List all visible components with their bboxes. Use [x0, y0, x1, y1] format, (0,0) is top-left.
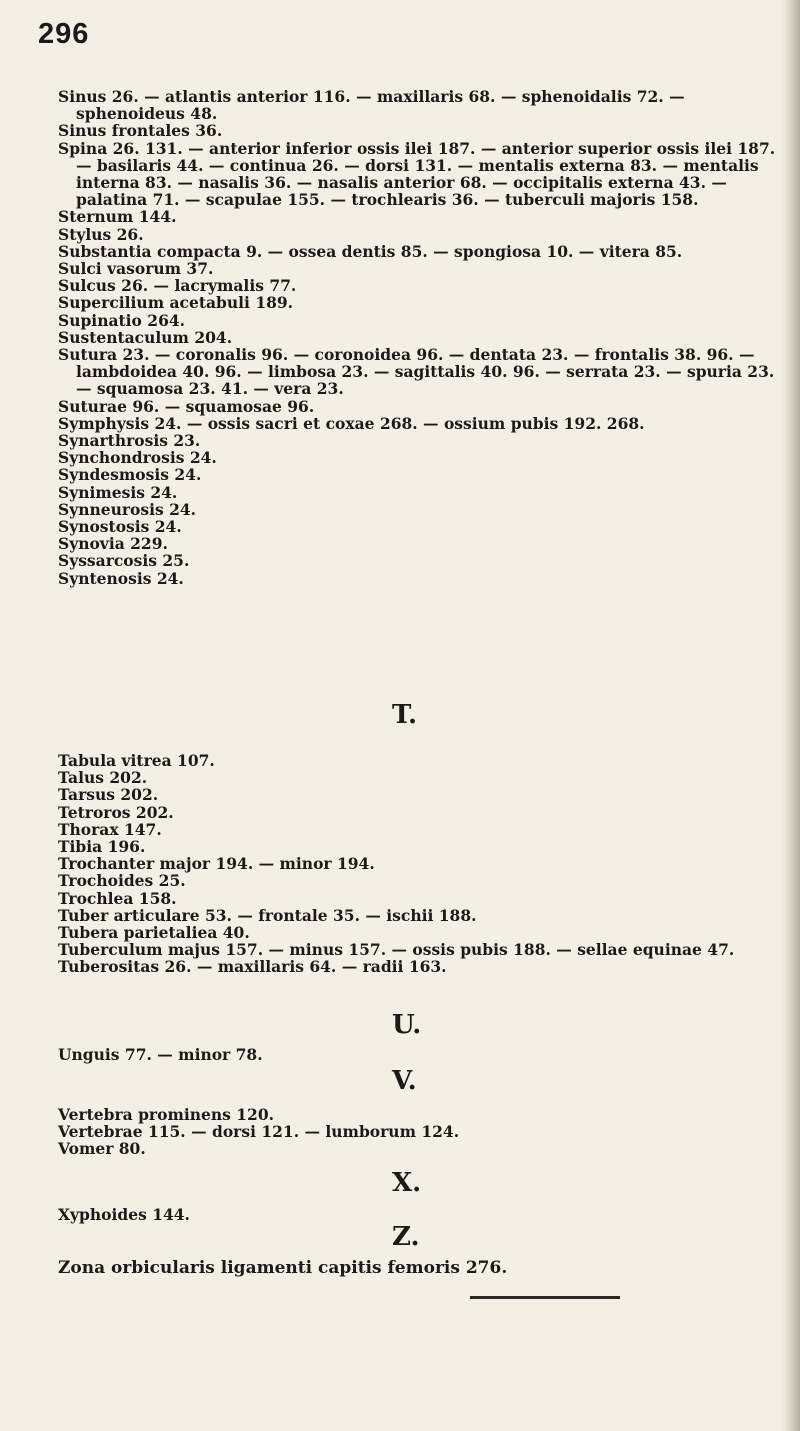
index-entry: Syntenosis 24.: [58, 568, 184, 588]
index-entry: Thorax 147.: [58, 819, 162, 839]
index-entry: Supercilium acetabuli 189.: [58, 293, 294, 313]
index-section-s: [58, 88, 778, 587]
index-entry: Vomer 80.: [58, 1139, 146, 1159]
index-entry: Tarsus 202.: [58, 785, 159, 805]
index-entry: Tibia 196.: [58, 837, 146, 857]
index-section-u: [58, 1046, 778, 1063]
index-entry: Tuberculum majus 157. — minus 157. — ossis pubis 188. — sellae equinae 47.: [58, 940, 735, 960]
index-section-x: [58, 1206, 778, 1223]
index-entry: Tetroros 202.: [58, 802, 174, 822]
letter-heading-z: Z.: [392, 1222, 420, 1252]
letter-heading-u: U.: [392, 1010, 422, 1040]
index-entry: Sustentaculum 204.: [58, 327, 233, 347]
index-entry: Syndesmosis 24.: [58, 465, 202, 485]
index-entry: Synimesis 24.: [58, 482, 178, 502]
page-number: 296: [38, 18, 90, 50]
index-entry: Vertebrae 115. — dorsi 121. — lumborum 124.: [58, 1122, 460, 1142]
index-entry: Xyphoides 144.: [58, 1205, 190, 1224]
index-entry: Trochoides 25.: [58, 871, 186, 891]
index-entry: Tuberositas 26. — maxillaris 64. — radii 163.: [58, 957, 447, 977]
index-entry: Trochlea 158.: [58, 888, 177, 908]
index-entry: Sulcus 26. — lacrymalis 77.: [58, 276, 297, 296]
index-entry: Synchondrosis 24.: [58, 448, 217, 468]
index-entry: Vertebra prominens 120.: [58, 1105, 275, 1124]
index-entry: Trochanter major 194. — minor 194.: [58, 854, 375, 874]
index-entry: Sternum 144.: [58, 207, 177, 227]
index-entry: Synovia 229.: [58, 534, 168, 554]
binding-edge-shadow: [782, 0, 800, 1431]
index-section-t: [58, 752, 778, 976]
index-entry: Sinus 26. — atlantis anterior 116. — maxillaris 68. — sphenoidalis 72. — sphenoideus 48.: [58, 87, 685, 124]
index-entry: Talus 202.: [58, 768, 148, 788]
index-entry: Sulci vasorum 37.: [58, 259, 214, 279]
index-entry: Syssarcosis 25.: [58, 551, 190, 571]
index-entry: Zona orbicularis ligamenti capitis femoris 276.: [58, 1258, 508, 1278]
letter-heading-x: X.: [392, 1168, 422, 1198]
index-entry: Tabula vitrea 107.: [58, 751, 215, 770]
index-entry: Unguis 77. — minor 78.: [58, 1045, 263, 1064]
index-entry: Tuber articulare 53. — frontale 35. — ischii 188.: [58, 905, 477, 925]
index-section-z: [58, 1260, 778, 1277]
letter-heading-t: T.: [392, 700, 418, 730]
index-entry: Synostosis 24.: [58, 517, 182, 537]
closing-rule: [470, 1296, 620, 1299]
index-entry: Supinatio 264.: [58, 310, 186, 330]
index-entry: Sinus frontales 36.: [58, 121, 223, 141]
index-entry: Synarthrosis 23.: [58, 431, 201, 451]
index-entry: Synneurosis 24.: [58, 499, 197, 519]
letter-heading-v: V.: [392, 1066, 417, 1096]
index-entry: Symphysis 24. — ossis sacri et coxae 268. — ossium pubis 192. 268.: [58, 413, 645, 433]
index-entry: Tubera parietaliea 40.: [58, 923, 250, 943]
index-section-v: [58, 1106, 778, 1158]
index-entry: Sutura 23. — coronalis 96. — coronoidea 96. — dentata 23. — frontalis 38. 96. — lambdoidea 40. 96. — limbosa 23. — sagittalis 40. 96. — serrata 23. — spuria 23. — squamosa 23. 41. — vera 23.: [58, 345, 775, 399]
index-entry: Spina 26. 131. — anterior inferior ossis ilei 187. — anterior superior ossis ilei 187. — basilaris 44. — continua 26. — dorsi 131. — mentalis externa 83. — mentalis interna 83. — nasalis 36. — nasalis anterior 68. — occipitalis externa 43. — palatina 71. — scapulae 155. — trochlearis 36. — tuberculi majoris 158.: [58, 138, 776, 210]
index-entry: Substantia compacta 9. — ossea dentis 85. — spongiosa 10. — vitera 85.: [58, 241, 683, 261]
index-entry: Stylus 26.: [58, 224, 144, 244]
index-entry: Suturae 96. — squamosae 96.: [58, 396, 315, 416]
